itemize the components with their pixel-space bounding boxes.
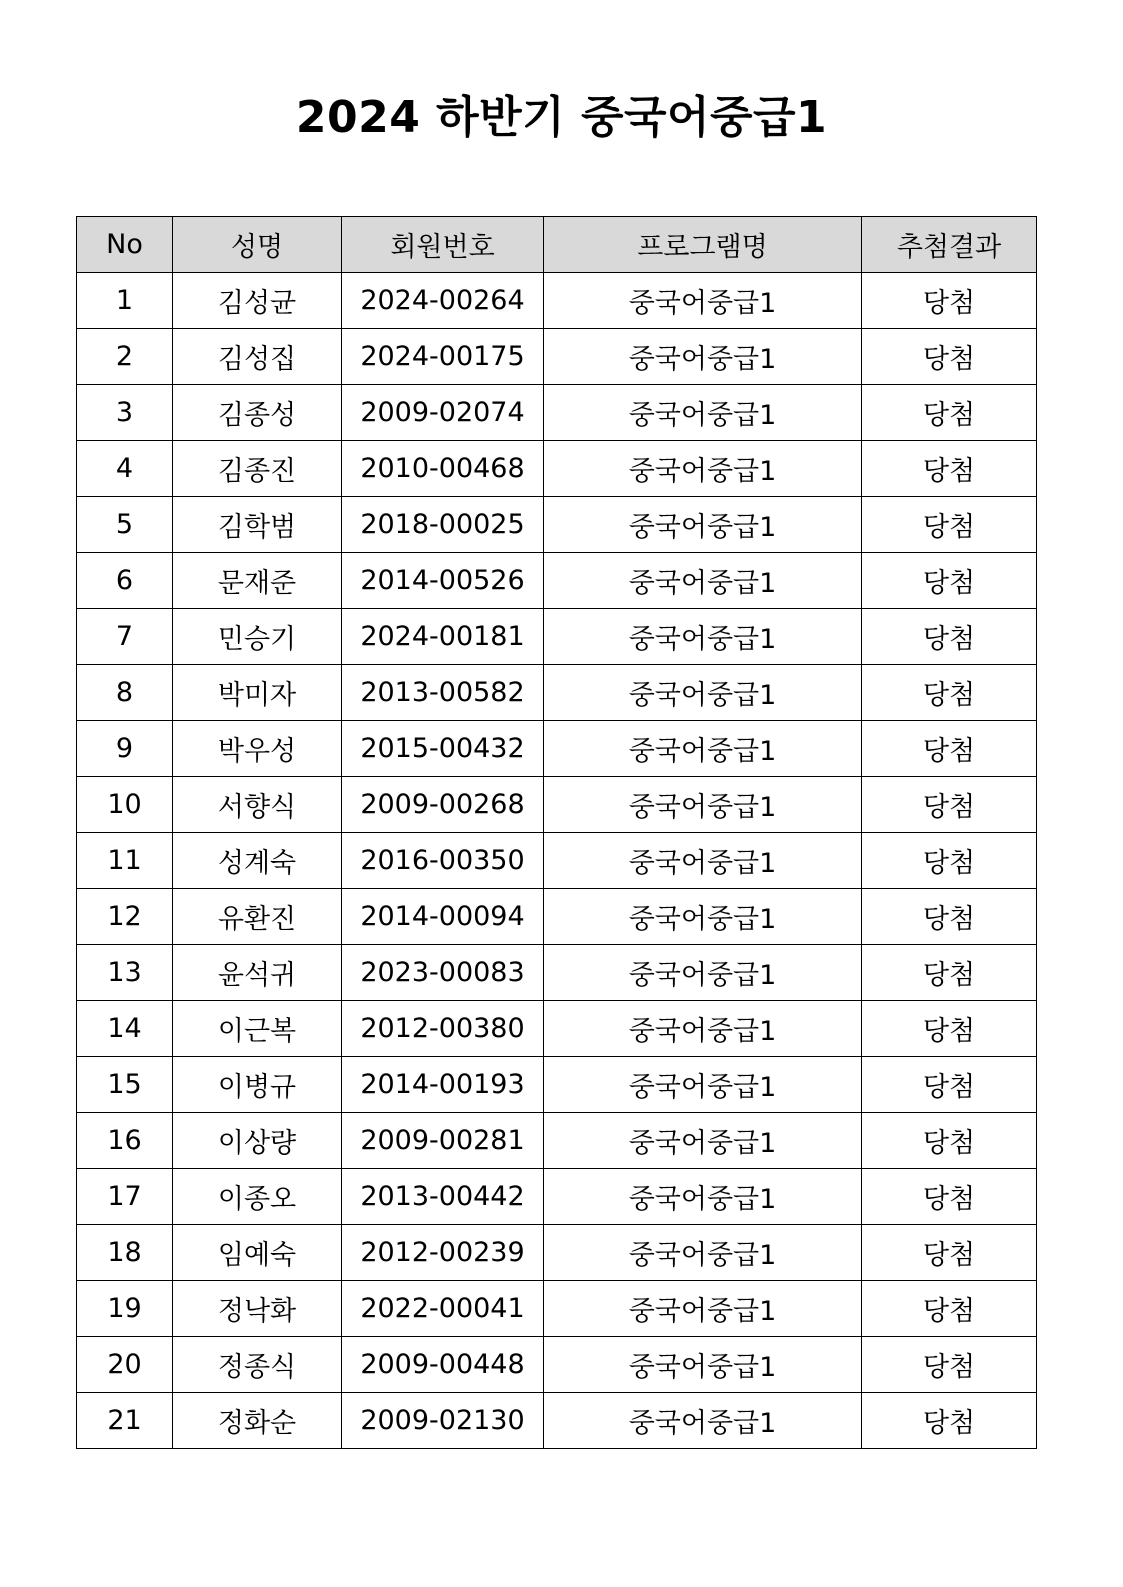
table-row — [77, 1393, 1037, 1449]
cell-name: 이종오 — [173, 1169, 342, 1225]
cell-program: 중국어중급1 — [544, 721, 862, 777]
cell-program: 중국어중급1 — [544, 609, 862, 665]
column-header-program: 프로그램명 — [544, 217, 862, 273]
cell-program: 중국어중급1 — [544, 497, 862, 553]
cell-program: 중국어중급1 — [544, 945, 862, 1001]
cell-no: 2 — [77, 329, 173, 385]
cell-member-id: 2024-00181 — [342, 609, 544, 665]
cell-program: 중국어중급1 — [544, 329, 862, 385]
cell-result: 당첨 — [862, 665, 1037, 721]
cell-member-id: 2024-00175 — [342, 329, 544, 385]
cell-name: 민승기 — [173, 609, 342, 665]
table-row — [77, 1057, 1037, 1113]
page-title: 2024 하반기 중국어중급1 — [295, 92, 828, 143]
table-row — [77, 777, 1037, 833]
cell-program: 중국어중급1 — [544, 1393, 862, 1449]
cell-name: 정낙화 — [173, 1281, 342, 1337]
cell-name: 김종성 — [173, 385, 342, 441]
cell-member-id: 2014-00094 — [342, 889, 544, 945]
column-header-member-id: 회원번호 — [342, 217, 544, 273]
table-row — [77, 1225, 1037, 1281]
cell-program: 중국어중급1 — [544, 1337, 862, 1393]
cell-program: 중국어중급1 — [544, 1169, 862, 1225]
cell-member-id: 2009-00448 — [342, 1337, 544, 1393]
cell-program: 중국어중급1 — [544, 777, 862, 833]
cell-no: 18 — [77, 1225, 173, 1281]
cell-program: 중국어중급1 — [544, 665, 862, 721]
table-row — [77, 833, 1037, 889]
cell-no: 11 — [77, 833, 173, 889]
cell-member-id: 2009-00268 — [342, 777, 544, 833]
cell-result: 당첨 — [862, 945, 1037, 1001]
table-header — [77, 217, 1037, 273]
table-row — [77, 385, 1037, 441]
cell-member-id: 2013-00442 — [342, 1169, 544, 1225]
table-row — [77, 665, 1037, 721]
cell-result: 당첨 — [862, 721, 1037, 777]
cell-name: 이병규 — [173, 1057, 342, 1113]
cell-result: 당첨 — [862, 1225, 1037, 1281]
cell-result: 당첨 — [862, 1001, 1037, 1057]
cell-name: 유환진 — [173, 889, 342, 945]
cell-program: 중국어중급1 — [544, 441, 862, 497]
table-row — [77, 1337, 1037, 1393]
table-row — [77, 1281, 1037, 1337]
cell-program: 중국어중급1 — [544, 889, 862, 945]
cell-no: 13 — [77, 945, 173, 1001]
cell-member-id: 2023-00083 — [342, 945, 544, 1001]
cell-program: 중국어중급1 — [544, 553, 862, 609]
cell-result: 당첨 — [862, 273, 1037, 329]
cell-no: 14 — [77, 1001, 173, 1057]
cell-member-id: 2024-00264 — [342, 273, 544, 329]
cell-result: 당첨 — [862, 1169, 1037, 1225]
cell-member-id: 2015-00432 — [342, 721, 544, 777]
cell-name: 이상량 — [173, 1113, 342, 1169]
cell-no: 16 — [77, 1113, 173, 1169]
cell-program: 중국어중급1 — [544, 1281, 862, 1337]
cell-no: 15 — [77, 1057, 173, 1113]
cell-name: 김성집 — [173, 329, 342, 385]
table-row — [77, 497, 1037, 553]
cell-member-id: 2013-00582 — [342, 665, 544, 721]
cell-member-id: 2012-00239 — [342, 1225, 544, 1281]
cell-name: 서향식 — [173, 777, 342, 833]
cell-result: 당첨 — [862, 833, 1037, 889]
cell-result: 당첨 — [862, 1337, 1037, 1393]
column-header-result: 추첨결과 — [862, 217, 1037, 273]
cell-no: 17 — [77, 1169, 173, 1225]
cell-name: 김종진 — [173, 441, 342, 497]
cell-no: 20 — [77, 1337, 173, 1393]
cell-program: 중국어중급1 — [544, 1057, 862, 1113]
table-row — [77, 329, 1037, 385]
cell-no: 5 — [77, 497, 173, 553]
table-row — [77, 553, 1037, 609]
cell-name: 박미자 — [173, 665, 342, 721]
cell-result: 당첨 — [862, 497, 1037, 553]
cell-program: 중국어중급1 — [544, 1001, 862, 1057]
cell-name: 문재준 — [173, 553, 342, 609]
cell-member-id: 2010-00468 — [342, 441, 544, 497]
cell-result: 당첨 — [862, 1113, 1037, 1169]
cell-no: 1 — [77, 273, 173, 329]
table-row — [77, 609, 1037, 665]
cell-result: 당첨 — [862, 441, 1037, 497]
cell-result: 당첨 — [862, 1281, 1037, 1337]
table-row — [77, 1169, 1037, 1225]
table-row — [77, 945, 1037, 1001]
cell-result: 당첨 — [862, 385, 1037, 441]
cell-result: 당첨 — [862, 609, 1037, 665]
table-row — [77, 721, 1037, 777]
cell-member-id: 2009-02130 — [342, 1393, 544, 1449]
table-row — [77, 1113, 1037, 1169]
cell-no: 4 — [77, 441, 173, 497]
cell-program: 중국어중급1 — [544, 1113, 862, 1169]
results-table — [76, 216, 1037, 1449]
cell-name: 정화순 — [173, 1393, 342, 1449]
table-body — [77, 273, 1037, 1449]
cell-name: 임예숙 — [173, 1225, 342, 1281]
table-row — [77, 273, 1037, 329]
cell-result: 당첨 — [862, 1393, 1037, 1449]
table-row — [77, 441, 1037, 497]
cell-no: 12 — [77, 889, 173, 945]
cell-result: 당첨 — [862, 889, 1037, 945]
cell-program: 중국어중급1 — [544, 273, 862, 329]
cell-name: 정종식 — [173, 1337, 342, 1393]
cell-member-id: 2012-00380 — [342, 1001, 544, 1057]
cell-name: 박우성 — [173, 721, 342, 777]
cell-result: 당첨 — [862, 777, 1037, 833]
cell-no: 21 — [77, 1393, 173, 1449]
cell-member-id: 2018-00025 — [342, 497, 544, 553]
cell-result: 당첨 — [862, 1057, 1037, 1113]
cell-no: 9 — [77, 721, 173, 777]
cell-member-id: 2014-00526 — [342, 553, 544, 609]
cell-program: 중국어중급1 — [544, 1225, 862, 1281]
table-row — [77, 889, 1037, 945]
cell-program: 중국어중급1 — [544, 833, 862, 889]
cell-result: 당첨 — [862, 329, 1037, 385]
cell-member-id: 2009-00281 — [342, 1113, 544, 1169]
cell-no: 10 — [77, 777, 173, 833]
column-header-no: No — [77, 217, 173, 273]
cell-member-id: 2016-00350 — [342, 833, 544, 889]
cell-name: 성계숙 — [173, 833, 342, 889]
cell-no: 8 — [77, 665, 173, 721]
cell-name: 이근복 — [173, 1001, 342, 1057]
cell-program: 중국어중급1 — [544, 385, 862, 441]
cell-no: 3 — [77, 385, 173, 441]
cell-no: 19 — [77, 1281, 173, 1337]
cell-name: 김성균 — [173, 273, 342, 329]
cell-name: 윤석귀 — [173, 945, 342, 1001]
column-header-name: 성명 — [173, 217, 342, 273]
cell-no: 6 — [77, 553, 173, 609]
cell-name: 김학범 — [173, 497, 342, 553]
cell-member-id: 2009-02074 — [342, 385, 544, 441]
cell-no: 7 — [77, 609, 173, 665]
header-row — [77, 217, 1037, 273]
cell-member-id: 2014-00193 — [342, 1057, 544, 1113]
cell-member-id: 2022-00041 — [342, 1281, 544, 1337]
cell-result: 당첨 — [862, 553, 1037, 609]
table-row — [77, 1001, 1037, 1057]
